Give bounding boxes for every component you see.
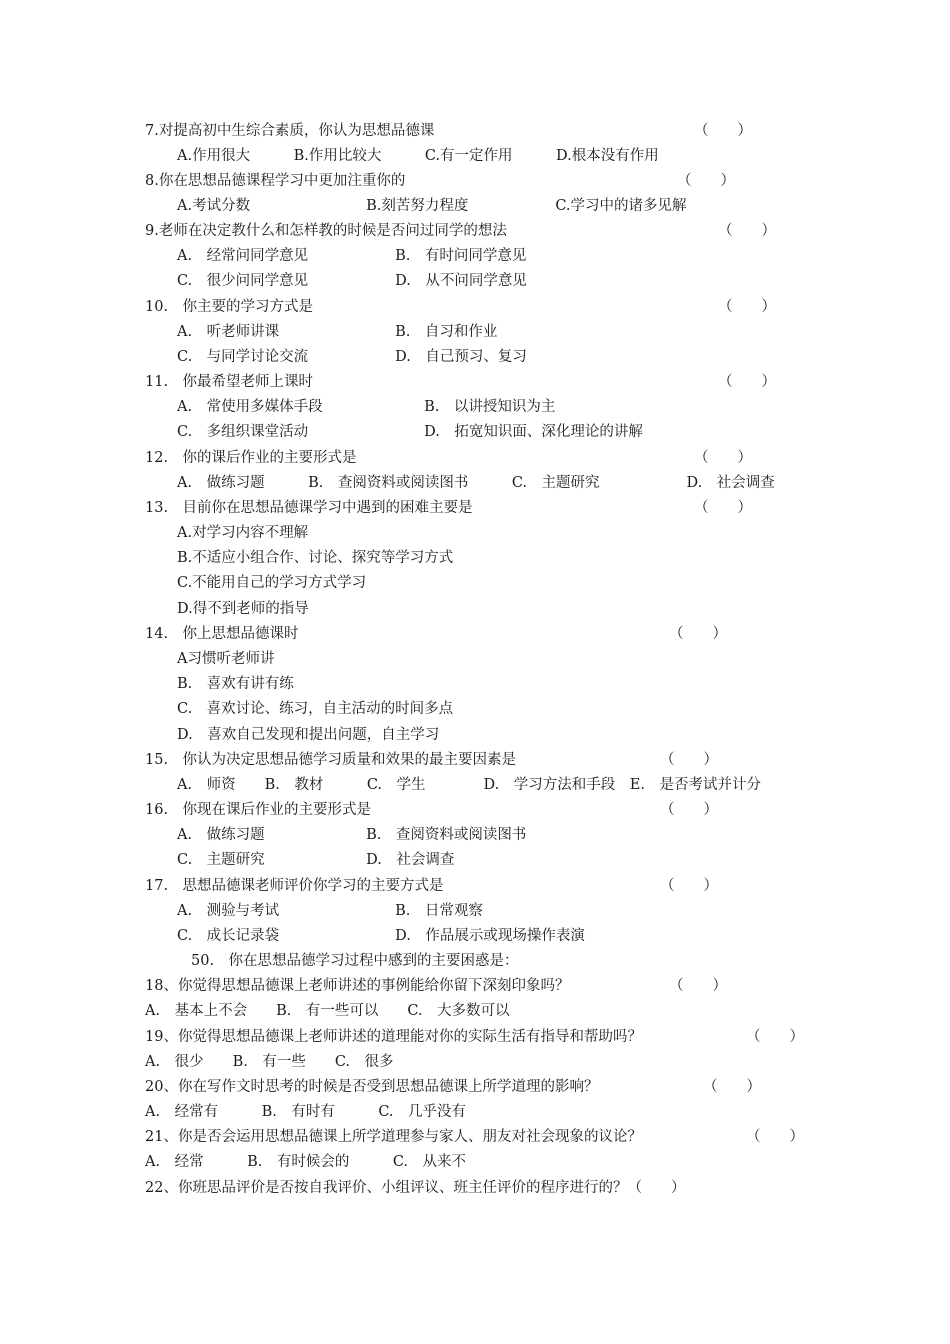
question-10: 10. 你主要的学习方式是 <box>145 299 314 315</box>
options-20: A. 经常有 B. 有时有 C. 几乎没有 <box>145 1104 467 1120</box>
options-15: A. 师资 B. 教材 C. 学生 D. 学习方法和手段 E. 是否考试并计分 <box>177 777 761 793</box>
option-13-d: D.得不到老师的指导 <box>177 601 309 617</box>
options-17-cd: C. 成长记录袋 D. 作品展示或现场操作表演 <box>177 928 585 944</box>
options-11-ab: A. 常使用多媒体手段 B. 以讲授知识为主 <box>177 399 556 415</box>
answer-bracket: （ ） <box>660 752 718 768</box>
question-17: 17. 思想品德课老师评价你学习的主要方式是 <box>145 878 444 894</box>
options-9-ab: A. 经常问同学意见 B. 有时问同学意见 <box>177 248 527 264</box>
options-21: A. 经常 B. 有时候会的 C. 从来不 <box>145 1154 467 1170</box>
answer-bracket: （ ） <box>669 626 727 642</box>
answer-bracket: （ ） <box>718 374 776 390</box>
option-14-c: C. 喜欢讨论、练习，自主活动的时间多点 <box>177 701 454 717</box>
options-9-cd: C. 很少问同学意见 D. 从不问同学意见 <box>177 273 527 289</box>
answer-bracket: （ ） <box>677 173 735 189</box>
question-14: 14. 你上思想品德课时 <box>145 626 299 642</box>
question-9: 9.老师在决定教什么和怎样教的时候是否问过同学的想法 <box>145 223 507 239</box>
question-15: 15. 你认为决定思想品德学习质量和效果的最主要因素是 <box>145 752 517 768</box>
options-10-ab: A. 听老师讲课 B. 自习和作业 <box>177 324 498 340</box>
option-14-b: B. 喜欢有讲有练 <box>177 676 294 692</box>
answer-bracket: （ ） <box>660 878 718 894</box>
question-22: 22、你班思品评价是否按自我评价、小组评议、班主任评价的程序进行的？（ ） <box>145 1180 686 1196</box>
options-12: A. 做练习题 B. 查阅资料或阅读图书 C. 主题研究 D. 社会调查 <box>177 475 775 491</box>
answer-bracket: （ ） <box>746 1029 804 1045</box>
answer-bracket: （ ） <box>694 500 752 516</box>
question-7: 7.对提高初中生综合素质，你认为思想品德课 <box>145 123 435 139</box>
option-13-b: B.不适应小组合作、讨论、探究等学习方式 <box>177 550 454 566</box>
options-10-cd: C. 与同学讨论交流 D. 自己预习、复习 <box>177 349 527 365</box>
answer-bracket: （ ） <box>694 123 752 139</box>
question-11: 11. 你最希望老师上课时 <box>145 374 314 390</box>
answer-bracket: （ ） <box>660 802 718 818</box>
option-13-c: C.不能用自己的学习方式学习 <box>177 575 367 591</box>
question-18: 18、你觉得思想品德课上老师讲述的事例能给你留下深刻印象吗？ <box>145 978 570 994</box>
options-8: A.考试分数 B.刻苦努力程度 C.学习中的诸多见解 <box>177 198 687 214</box>
answer-bracket: （ ） <box>694 450 752 466</box>
answer-bracket: （ ） <box>669 978 727 994</box>
options-18: A. 基本上不会 B. 有一些可以 C. 大多数可以 <box>145 1003 510 1019</box>
options-11-cd: C. 多组织课堂活动 D. 拓宽知识面、深化理论的讲解 <box>177 424 643 440</box>
question-20: 20、你在写作文时思考的时候是否受到思想品德课上所学道理的影响？ <box>145 1079 599 1095</box>
answer-bracket: （ ） <box>718 299 776 315</box>
question-13: 13. 目前你在思想品德课学习中遇到的困难主要是 <box>145 500 473 516</box>
options-16-cd: C. 主题研究 D. 社会调查 <box>177 852 455 868</box>
question-8: 8.你在思想品德课程学习中更加注重你的 <box>145 173 406 189</box>
question-12: 12. 你的课后作业的主要形式是 <box>145 450 357 466</box>
question-50: 50. 你在思想品德学习过程中感到的主要困惑是： <box>191 953 519 969</box>
option-13-a: A.对学习内容不理解 <box>177 525 309 541</box>
options-19: A. 很少 B. 有一些 C. 很多 <box>145 1054 394 1070</box>
answer-bracket: （ ） <box>703 1079 761 1095</box>
answer-bracket: （ ） <box>718 223 776 239</box>
options-7: A.作用很大 B.作用比较大 C.有一定作用 D.根本没有作用 <box>177 148 659 164</box>
answer-bracket: （ ） <box>746 1129 804 1145</box>
question-16: 16. 你现在课后作业的主要形式是 <box>145 802 372 818</box>
question-21: 21、你是否会运用思想品德课上所学道理参与家人、朋友对社会现象的议论？ <box>145 1129 642 1145</box>
option-14-a: A习惯听老师讲 <box>177 651 275 667</box>
options-16-ab: A. 做练习题 B. 查阅资料或阅读图书 <box>177 827 527 843</box>
question-19: 19、你觉得思想品德课上老师讲述的道理能对你的实际生活有指导和帮助吗？ <box>145 1029 642 1045</box>
options-17-ab: A. 测验与考试 B. 日常观察 <box>177 903 483 919</box>
option-14-d: D. 喜欢自己发现和提出问题，自主学习 <box>177 727 440 743</box>
